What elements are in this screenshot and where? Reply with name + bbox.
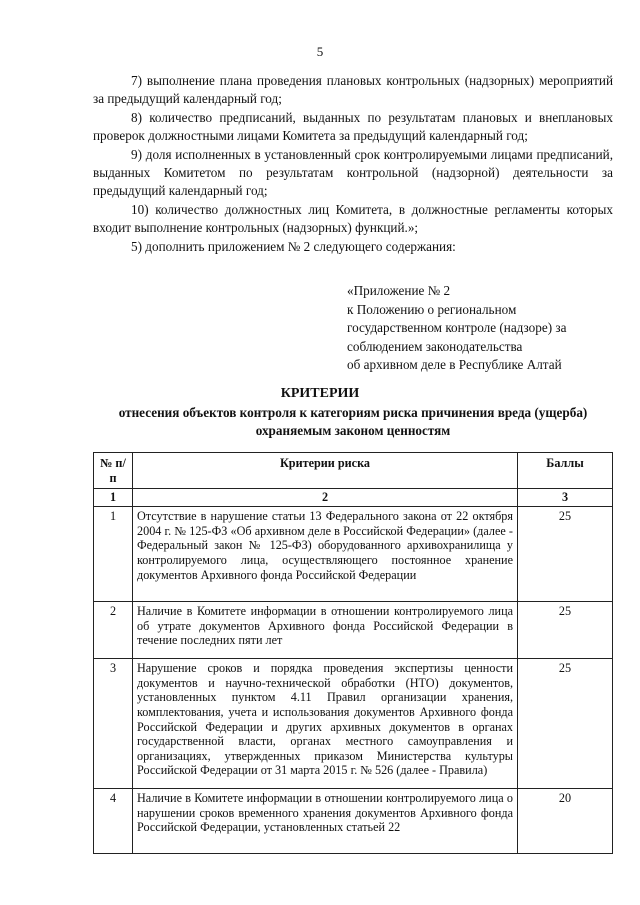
row-score: 25 [518,602,613,659]
table-row [94,602,613,659]
row-score: 20 [518,789,613,854]
paragraph-item-5: 5) дополнить приложением № 2 следующего содержания: [131,238,456,254]
page-number: 5 [316,44,324,59]
row-number: 1 [94,507,133,602]
header-criteria: Критерии риска [133,453,518,489]
appendix-note-line: соблюдением законодательства [347,338,523,354]
row-score: 25 [518,659,613,789]
row-criteria: Наличие в Комитете информации в отношении контролируемого лица об утрате документов Архивного фонда Российской Федерации в течение последних пяти лет [133,602,518,659]
column-index: 3 [518,489,613,507]
appendix-note-line: об архивном деле в Республике Алтай [347,357,562,373]
row-number: 4 [94,789,133,854]
appendix-note-line: «Приложение № 2 [347,283,451,298]
appendix-note [347,282,617,375]
row-criteria: Наличие в Комитете информации в отношении контролируемого лица о нарушении сроков временного хранения документов Архивного фонда Российской Федерации, установленных статьей 22 [133,789,518,854]
row-criteria: Отсутствие в нарушение статьи 13 Федерального закона от 22 октября 2004 г. № 125-ФЗ «Об архивном деле в Российской Федерации» (далее - Федеральный закон № 125-ФЗ) оборудованного архивохранилища у контролируемого лица, осуществляющего постоянное хранение документов Архивного фонда Российской Федерации [133,507,518,602]
document-subtitle: отнесения объектов контроля к категориям риска причинения вреда (ущерба) охраняемым законом ценностям [118,405,588,439]
header-score: Баллы [518,453,613,489]
paragraph-item-9: 9) доля исполненных в установленный срок контролируемыми лицами предписаний, выданных Комитетом по результатам контрольной (надзорной) деятельности за предыдущий календарный год; [93,146,613,199]
table-row [94,507,613,602]
paragraph-item-8: 8) количество предписаний, выданных по результатам плановых и внеплановых проверок должностными лицами Комитета за предыдущий календарный год; [93,109,613,144]
column-index-row [94,489,613,507]
paragraph-item-10: 10) количество должностных лиц Комитета, в должностные регламенты которых входит выполнение контрольных (надзорных) функций.»; [93,201,613,236]
body-text [93,72,613,256]
row-criteria: Нарушение сроков и порядка проведения экспертизы ценности документов и научно-технической обработки (НТО) документов, установленных пунктом 4.11 Правил организации хранения, комплектования, учета и использования документов Архивного фонда Российской Федерации и других архивных документов в органах государственной власти, органах местного самоуправления и организациях, утвержденных приказом Министерства культуры Российской Федерации от 31 марта 2015 г. № 526 (далее - Правила) [133,659,518,789]
criteria-table [93,452,613,854]
table-row [94,789,613,854]
header-number: № п/п [94,453,133,489]
row-score: 25 [518,507,613,602]
appendix-note-line: государственном контроле (надзоре) за [347,320,567,336]
table-header-row [94,453,613,489]
appendix-note-line: к Положению о региональном [347,301,517,317]
row-number: 3 [94,659,133,789]
paragraph-item-7: 7) выполнение плана проведения плановых контрольных (надзорных) мероприятий за предыдущий календарный год; [93,73,613,107]
column-index: 1 [94,489,133,507]
row-number: 2 [94,602,133,659]
document-title: КРИТЕРИИ [280,386,360,401]
table-row [94,659,613,789]
column-index: 2 [133,489,518,507]
